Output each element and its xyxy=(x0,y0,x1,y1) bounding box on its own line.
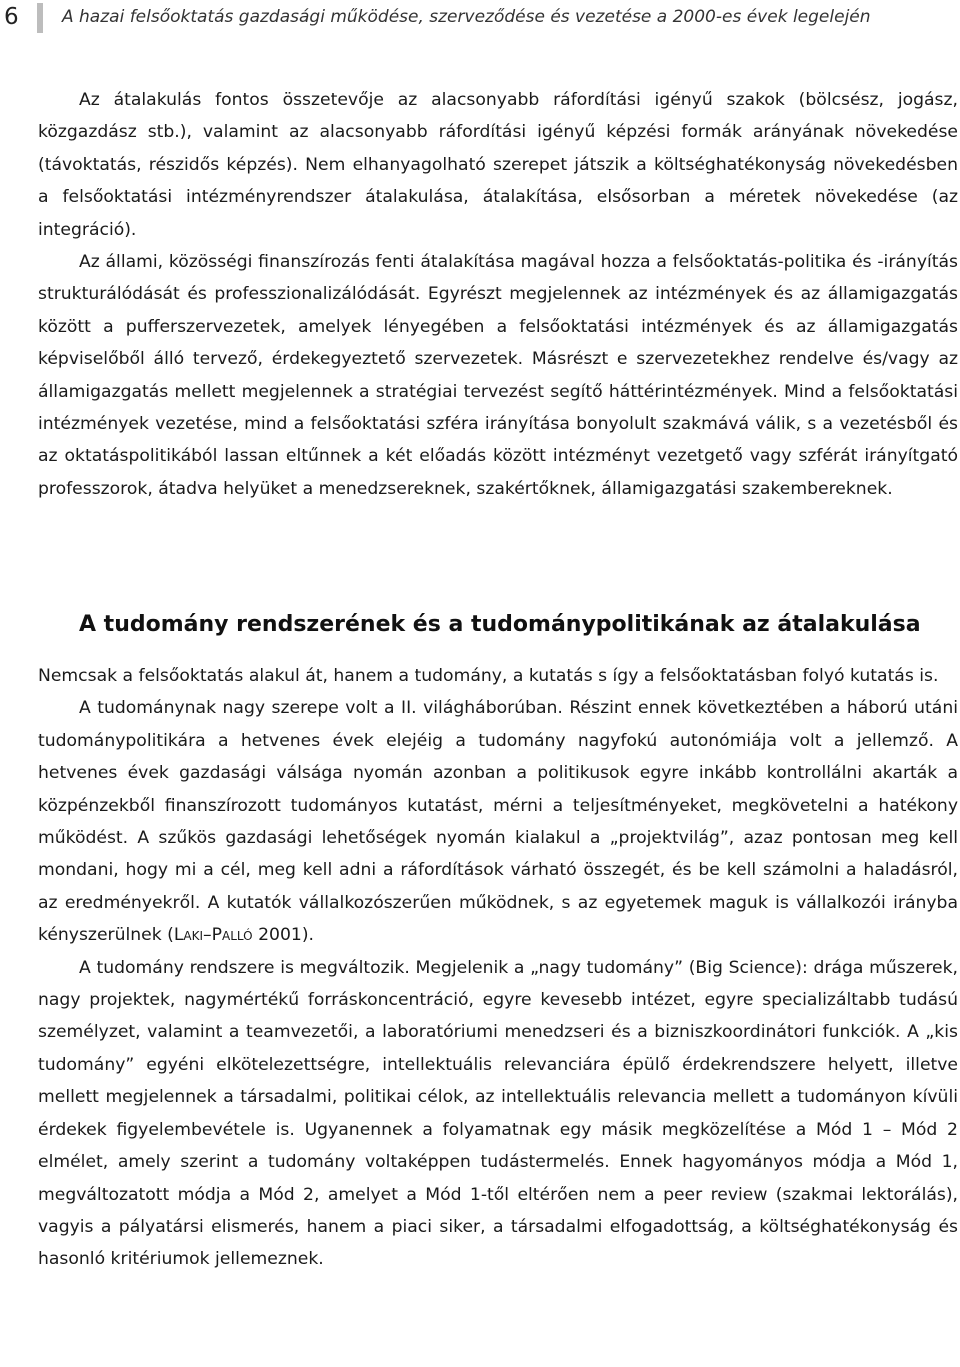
paragraph: Az állami, közösségi finanszírozás fenti átalakítása magával hozza a felsőoktatás-politika és -irányítás strukturálódását és professzionalizálódását. Egyrészt megjelennek az intézmények és az államigazgatás között a pufferszervezetek, amelyek lényegében a felsőoktatási intézmények és az államigazgatás képviselőből álló tervező, érdekegyeztető szervezetek. Másrészt e szervezetekhez rendelve és/vagy az államigazgatás mellett megjelennek a stratégiai tervezést segítő háttérintézmények. Mind a felsőoktatási intézmények vezetése, mind a felsőoktatási szféra irányítása bonyolult szakmává válik, s a vezetésből és az oktatáspolitikából lassan eltűnnek a két előadás között intézményt vezetgető vagy szférát irányítgató professzorok, átadva helyüket a menedzsereknek, szakértőknek, államigazgatási szakembereknek. xyxy=(38,252,958,499)
header-divider-bar xyxy=(37,3,43,33)
paragraph: A tudomány rendszere is megváltozik. Megjelenik a „nagy tudomány” (Big Science): drága műszerek, nagy projektek, nagymértékű forráskoncentráció, egyre kevesebb intézet, egyre specializáltabb tudású személyzet, valamint a teamvezetői, a laboratóriumi menedzseri és a bizniszkoordinátori funkciók. A „kis tudomány” egyéni elkötelezettségre, intellektuális relevanciára épülő érdekrendszere helyett, illetve mellett megjelennek a társadalmi, politikai célok, az intellektuális relevancia mellett a tudományon kívüli érdekek figyelembevétele is. Ugyanennek a folyamatnak egy másik megközelítése a Mód 1 – Mód 2 elmélet, amely szerint a tudomány voltaképpen tudástermelés. Ennek hagyományos módja a Mód 1, megváltozatott módja a Mód 2, amelyet a Mód 1-től eltérően nem a peer review (szakmai lektorálás), vagyis a pályatársi elismerés, hanem a piaci siker, a társadalmi elfogadottság, a költséghatékonyság és hasonló kritériumok jellemeznek. xyxy=(38,957,958,1270)
section-heading: A tudomány rendszerének és a tudománypolitikának az átalakulása xyxy=(79,612,921,637)
paragraph: Az átalakulás fontos összetevője az alacsonyabb ráfordítási igényű szakok (bölcsész, jogász, közgazdász stb.), valamint az alacsonyabb ráfordítási igényű képzési formák arányának növekedése (távoktatás, részidős képzés). Nem elhanyagolható szerepet játszik a költséghatékonyság növekedésben a felsőoktatási intézményrendszer átalakulása, átalakítása, elsősorban a méretek növekedése (az integráció). xyxy=(38,90,958,240)
paragraph xyxy=(38,692,958,951)
page-header xyxy=(0,0,960,40)
paragraph-text: A tudománynak nagy szerepe volt a II. világháborúban. Részint ennek következtében a háború utáni tudománypolitikára a hetvenes évek elejéig a tudomány nagyfokú autonómiája volt a jellemző. A hetvenes évek gazdasági válsága nyomán azonban a politikusok egyre inkább kontrollálni akarták a közpénzekből finanszírozott tudományos kutatást, mérni a teljesítményeket, megkövetelni a hatékony működést. A szűkös gazdasági lehetőségek nyomán kialakul a „projektvilág”, azaz pontosan meg kell mondani, hogy mi a cél, meg kell adni a ráfordítások várható összegét, és be kell számolni a haladásról, az eredményekről. A kutatók vállalkozószerűen működnek, s az egyetemek maguk is vállalkozói irányba kényszerülnek ( xyxy=(38,698,958,946)
section-2-body xyxy=(38,660,958,1276)
paragraph: Nemcsak a felsőoktatás alakul át, hanem a tudomány, a kutatás s így a felsőoktatásban folyó kutatás is. xyxy=(38,666,939,686)
running-title: A hazai felsőoktatás gazdasági működése, szerveződése és vezetése a 2000-es évek legelején xyxy=(62,7,871,27)
citation-authors: Laki–Palló xyxy=(173,925,253,946)
citation-year: 2001). xyxy=(252,925,314,946)
section-1-body xyxy=(38,84,958,505)
page-number: 6 xyxy=(4,4,19,30)
